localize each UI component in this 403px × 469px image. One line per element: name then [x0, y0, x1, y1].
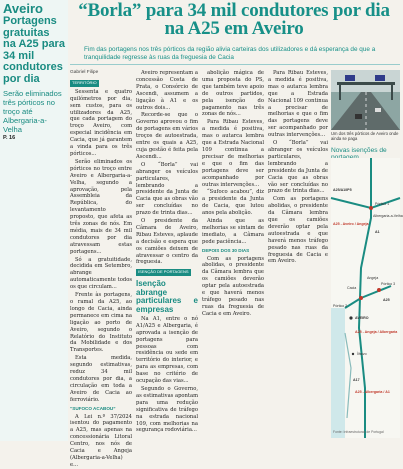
paragraph: Frente às portagens, o ramal da A25, ao longo de Cacia, ainda permanece em cima na ligação ao porto de Aveiro, segundo o Relatório do Instituto da Mobilidade e dos Transportes.	[70, 292, 132, 354]
paragraph: Sessenta e quatro quilómetros por dia, sem custos, para os utilizadores da A25, que cada portagem do troço Aveiro, com especial incidência em Cacia, que já garantem a vinda para os três pórticos...	[70, 88, 132, 157]
map-source-note: Fonte: Infraestruturas de Portugal	[333, 430, 384, 434]
article-header	[68, 0, 400, 44]
paragraph: Para Ribau Esteves, a medida é positiva, mas o autarca lembra que a Estrada Nacional 109 continua a precisar de melhorias e que o fim das portagens deve ser acompanhado por outras intervenções...	[202, 119, 264, 188]
column-1	[70, 70, 132, 468]
page-reference: P. 16	[3, 135, 16, 141]
teaser-subtitle: Serão eliminados três pórticos no troço até Albergaria-a-Velha	[3, 89, 62, 134]
map-label: Albergaria-a-Velha	[373, 214, 403, 218]
map-toll-label: A25 - Angeja / Albergaria	[355, 330, 398, 334]
paragraph: Esta medida, segundo estimativas, reduz 34 mil condutores por dia, a circulação em toda a Aveiro de Cacia ao ferroviário.	[70, 355, 132, 403]
article-title: “Borla” para 34 mil condutores por dia na A25 em Aveiro	[78, 0, 390, 39]
photo-caption: Um dos três pórticos de Aveiro onde ainda se paga	[331, 131, 399, 141]
aveiro-dot	[349, 316, 352, 319]
map-label: A1	[375, 230, 380, 234]
byline: Gabriel Filipe	[70, 70, 99, 75]
paragraph: O “Borla” vai abranger os veículos particulares, lembrando a presidente da Junta de Cacia que as obras vão ser concluídas no prazo de trinta dias...	[136, 161, 198, 217]
toll-point-3	[377, 288, 381, 292]
article-lead: Fim das portagens nos três pórticos da região alivia carteiras dos utilizadores e dá esperança de que a tranquilidade regresse às ruas da freguesia de Cacia	[84, 46, 376, 61]
paragraph: Só a gratuitidade, decidida em Setembro, abrange automaticamente todos os que circulam...	[70, 256, 132, 291]
paragraph: Segundo o Governo, as estimativas apontam para uma redução significativa de tráfego na estrada nacional 109, com melhorias na segurança rodoviária...	[136, 385, 198, 434]
a25-road-north	[331, 198, 400, 208]
map-toll-label: A25 - Albergaria / A1	[355, 390, 390, 394]
paragraph: Aveiro representam a concessão Costa de Prata, o Consórcio de Ascendi, assumem a ligação à A1 e os outros dois...	[136, 70, 198, 111]
paragraph: O presidente da Câmara de Aveiro, Ribau Esteves, aplaude a decisão e espera que os camiões deixem de atravessar o centro da freguesia.	[136, 218, 198, 266]
paragraph: Com as portagens abolidas, o presidente da Câmara lembra que os camiões deverão optar pela autoestrada e que haverá menos tráfego pesado nas ruas da freguesia de Cacia e em Aveiro.	[202, 255, 264, 317]
crosshead: DEPOIS DOS 30 DIAS	[202, 247, 250, 253]
map-label: A17	[353, 378, 360, 382]
map-title: Novas isenções de	[331, 147, 387, 154]
toll-point-1	[369, 206, 373, 210]
map-label: Cacia	[347, 286, 357, 290]
paragraph: A Lei n.º 37/2024 isentou do pagamento a A25, mas apenas na concessionária Litoral Centro, nos nós de Cacia e Angeja (Albergaria-a-Velha) e...	[70, 413, 132, 468]
a17-road	[345, 333, 351, 418]
section-badge: TERRITÓRIO	[72, 79, 97, 85]
paragraph: Com as portagens abolidas, o presidente da Câmara lembra que os camiões deverão optar pela autoestrada e que haverá menos tráfego pesado nas ruas da freguesia de Cacia e em Aveiro.	[268, 196, 328, 265]
paragraph: abolição mágica de uma proposta do PS, que também teve apoio de outros partidos, pela isenção do pagamento nas três zonas de nós...	[202, 70, 264, 118]
map-toll-label: A25 - Aveiro / Angeja	[333, 222, 369, 226]
column-3	[202, 70, 264, 438]
divider	[70, 64, 400, 65]
highway-photo	[331, 70, 400, 130]
map-label: Pórtico 3	[381, 282, 396, 286]
ilhavo-dot	[352, 353, 354, 355]
column-4	[268, 70, 328, 438]
paragraph: Para Ribau Esteves, a medida é positiva, mas o autarca lembra que a Estrada Nacional 109 continua a precisar de melhorias e que o fim das portagens deve ser acompanhado por outras intervenções...	[268, 70, 328, 139]
paragraph: O “Borla” vai abranger os veículos particulares, lembrando a presidente da Junta de Cacia que as obras vão ser concluídas no prazo de trinta dias...	[268, 140, 328, 195]
section-label: Aveiro	[3, 1, 43, 16]
map-label: AVEIRO	[355, 316, 369, 320]
paragraph: Ainda que as melhorias se sintam de imediato, a Câmara pede paciência...	[202, 218, 264, 245]
topic-badge: ISENÇÃO DE PORTAGENS	[138, 269, 189, 275]
map-label: A25	[383, 298, 390, 302]
map-label: Angeja	[367, 276, 379, 280]
paragraph: Recorde-se que o Governo aprovou o fim de portagens em vários troços de autoestrada, entre os quais a A25, cuja gestão é feita pela Ascendi...	[136, 112, 198, 160]
column-2	[136, 70, 198, 438]
toll-map	[331, 158, 403, 438]
paragraph: “Sufoco acabou”, diz a presidente da Junta de Cacia, que lutou anos pela abolição.	[202, 189, 264, 217]
subheading: Isenção abrange particulares e empresas	[136, 279, 198, 314]
sea-area	[331, 308, 345, 438]
map-label: Pórtico 2	[333, 304, 348, 308]
crosshead: “SUFOCO ACABOU”	[70, 405, 116, 411]
teaser-headline: Portagens gratuitas na A25 para 34 mil condutores por dia	[3, 15, 65, 85]
sidebar-teaser	[0, 0, 68, 441]
map-label: Pórtico 1	[375, 202, 390, 206]
paragraph: Serão eliminados os pórticos no troço entre Aveiro e Albergaria-a-Velha, segundo a aprovação, pela Assembleia da República, do levantamento proposto, que afeta as três zonas de nós. Em média, mais de 34 mil condutores por dia atravessam estas portagens...	[70, 158, 132, 255]
map-label: Ílhavo	[357, 352, 367, 356]
toll-point-2	[359, 296, 363, 300]
paragraph: Na A1, entre o nó A1/A25 e Albergaria, é aprovada a isenção de portagens para pessoas com residência ou sede em território do interior, e para as empresas, com base no critério de ocupação das vias...	[136, 315, 198, 385]
map-label: A25/A1/IP5	[333, 188, 352, 192]
